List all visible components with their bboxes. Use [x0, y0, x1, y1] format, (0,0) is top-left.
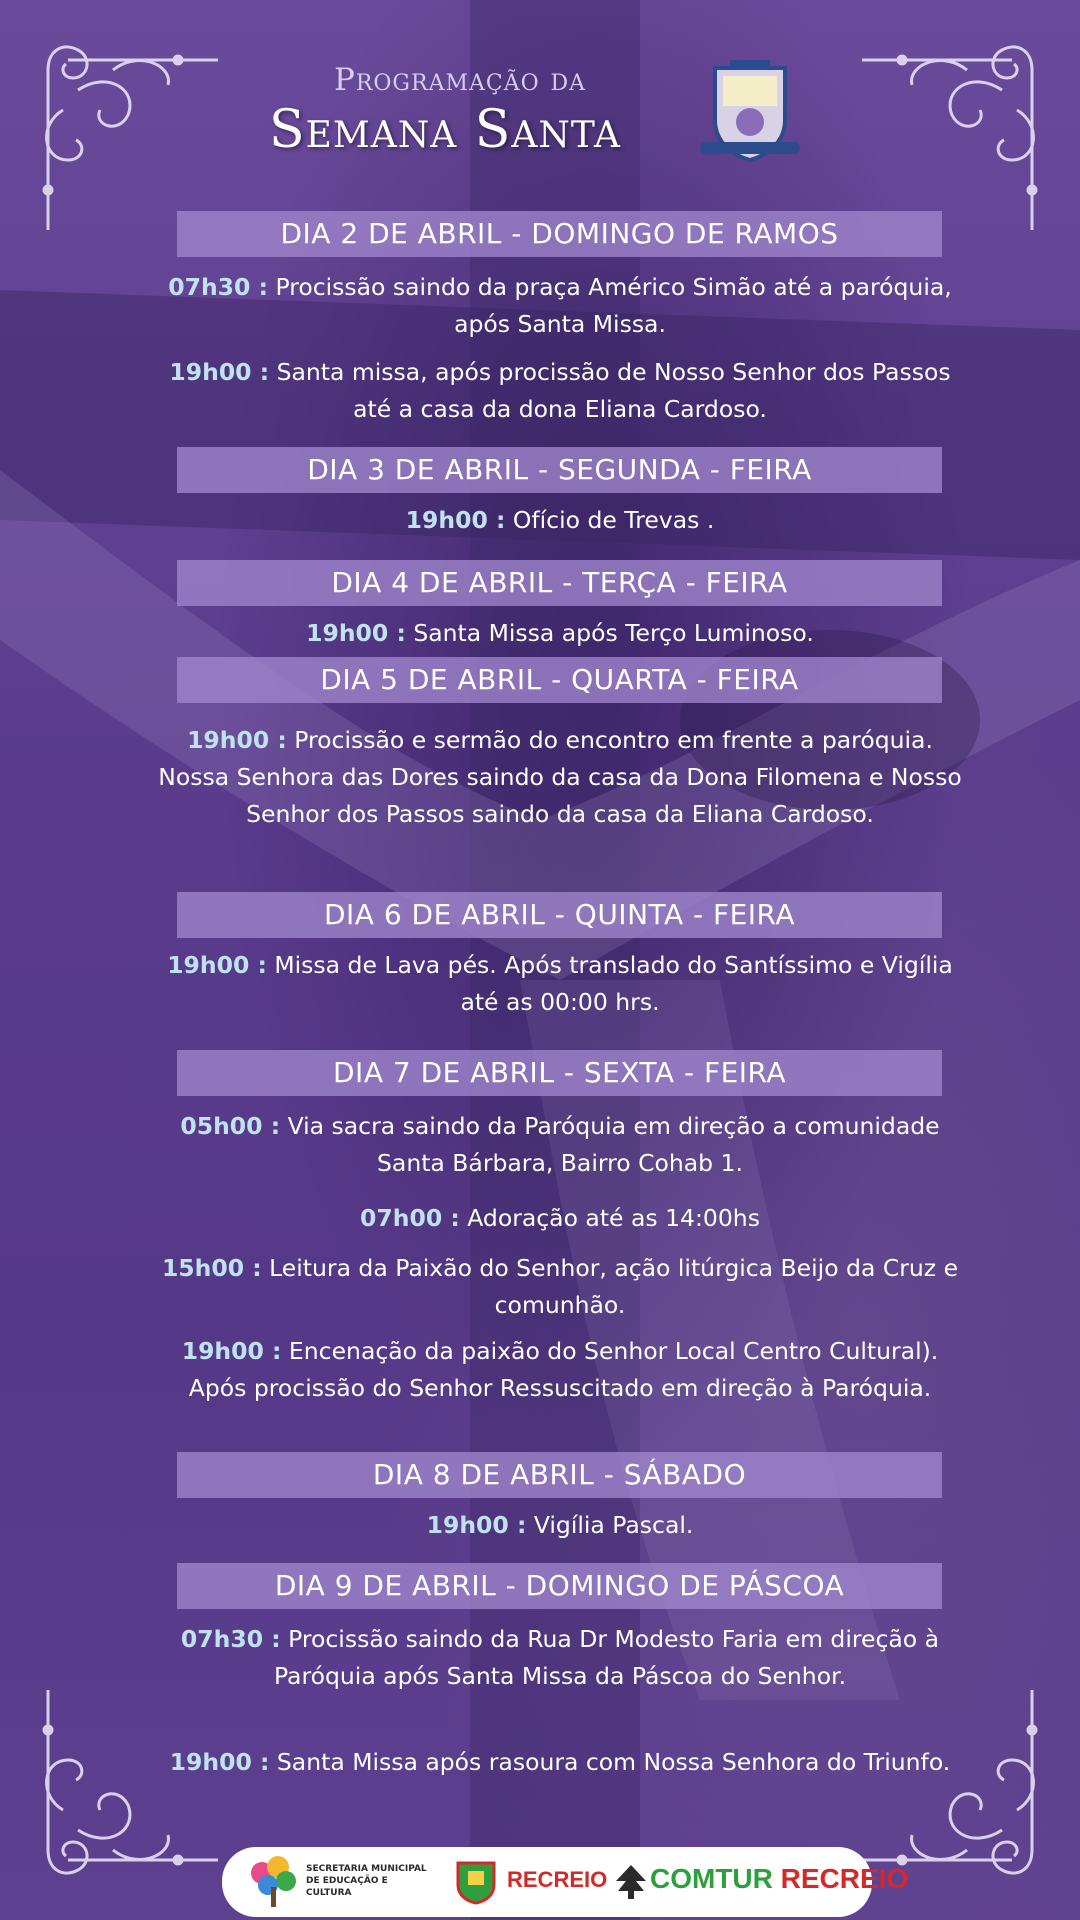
event-time: 05h00 : [180, 1112, 281, 1140]
event-text: Santa missa, após procissão de Nosso Senhor dos Passos até a casa da dona Eliana Cardoso. [269, 358, 951, 423]
title-semana-santa: Semana Santa [269, 100, 621, 160]
event-item [150, 615, 970, 652]
event-text: Procissão saindo da Rua Dr Modesto Faria em direção à Paróquia após Santa Missa da Páscoa do Senhor. [273, 1625, 940, 1690]
day-banner-3-abril: DIA 3 DE ABRIL - SEGUNDA - FEIRA [177, 447, 942, 493]
event-time: 19h00 : [169, 358, 270, 386]
event-item [150, 947, 970, 1021]
event-time: 07h00 : [360, 1204, 460, 1232]
event-time: 19h00 : [405, 506, 506, 534]
event-item [150, 269, 970, 343]
day-banner-5-abril: DIA 5 DE ABRIL - QUARTA - FEIRA [177, 657, 942, 703]
sponsor-bar [222, 1847, 909, 1917]
event-time: 07h30 : [168, 273, 268, 301]
event-text: Adoração até as 14:00hs [459, 1204, 760, 1232]
event-text: Encenação da paixão do Senhor Local Centro Cultural). Após procissão do Senhor Ressuscitado em direção à Paróquia. [188, 1337, 939, 1402]
event-time: 19h00 : [426, 1511, 527, 1539]
day-banner-8-abril: DIA 8 DE ABRIL - SÁBADO [177, 1452, 942, 1498]
event-item [150, 1507, 970, 1544]
day-banner-7-abril: DIA 7 DE ABRIL - SEXTA - FEIRA [177, 1050, 942, 1096]
day-banner-2-abril: DIA 2 DE ABRIL - DOMINGO DE RAMOS [177, 211, 942, 257]
ornament-corner-top-left [18, 30, 228, 240]
event-time: 15h00 : [161, 1254, 262, 1282]
event-time: 07h30 : [180, 1625, 281, 1653]
event-text: Leitura da Paixão do Senhor, ação litúrgica Beijo da Cruz e comunhão. [261, 1254, 959, 1319]
event-time: 19h00 : [187, 726, 287, 754]
event-item [150, 1250, 970, 1324]
event-time: 19h00 : [169, 1748, 270, 1776]
sponsor-recreio-text: RECREIO [507, 1867, 608, 1892]
parish-crest-logo [690, 60, 810, 165]
day-banner-4-abril: DIA 4 DE ABRIL - TERÇA - FEIRA [177, 560, 942, 606]
comtur-word: COMTUR [650, 1863, 773, 1894]
event-item [150, 1333, 970, 1407]
event-text: Procissão saindo da praça Américo Simão até a paróquia, após Santa Missa. [267, 273, 952, 338]
event-item [150, 1744, 970, 1781]
event-item [150, 354, 970, 428]
event-text: Procissão e sermão do encontro em frente a paróquia. Nossa Senhora das Dores saindo da casa da Dona Filomena e Nosso Senhor dos Passos saindo da casa da Eliana Cardoso. [158, 726, 962, 828]
ornament-corner-top-right [852, 30, 1062, 240]
event-item [150, 502, 970, 539]
event-text: Via sacra saindo da Paróquia em direção a comunidade Santa Bárbara, Bairro Cohab 1. [280, 1112, 940, 1177]
title-programacao: Programação da [333, 62, 587, 98]
sponsor-secretaria-text: SECRETARIA MUNICIPAL DE EDUCAÇÃO E CULTURA [306, 1864, 427, 1898]
event-item [150, 722, 970, 833]
event-item [150, 1200, 970, 1237]
event-time: 19h00 : [167, 951, 267, 979]
event-time: 19h00 : [181, 1337, 282, 1365]
recreio-word: RECREIO [772, 1863, 909, 1894]
event-item [150, 1621, 970, 1695]
day-banner-6-abril: DIA 6 DE ABRIL - QUINTA - FEIRA [177, 892, 942, 938]
event-time: 19h00 : [306, 619, 406, 647]
day-banner-9-abril: DIA 9 DE ABRIL - DOMINGO DE PÁSCOA [177, 1563, 942, 1609]
tree-logo-icon [244, 1853, 302, 1911]
comtur-tree-icon [614, 1863, 648, 1901]
ornament-corner-bottom-left [18, 1680, 228, 1890]
event-text: Santa Missa após Terço Luminoso. [405, 619, 814, 647]
ornament-corner-bottom-right [852, 1680, 1062, 1890]
event-text: Ofício de Trevas . [505, 506, 715, 534]
event-text: Santa Missa após rasoura com Nossa Senhora do Triunfo. [269, 1748, 951, 1776]
sponsor-comtur-text [650, 1863, 908, 1895]
event-text: Missa de Lava pés. Após translado do Santíssimo e Vigília até as 00:00 hrs. [266, 951, 953, 1016]
event-item [150, 1108, 970, 1182]
municipal-shield-icon [454, 1859, 498, 1905]
event-text: Vigília Pascal. [526, 1511, 694, 1539]
